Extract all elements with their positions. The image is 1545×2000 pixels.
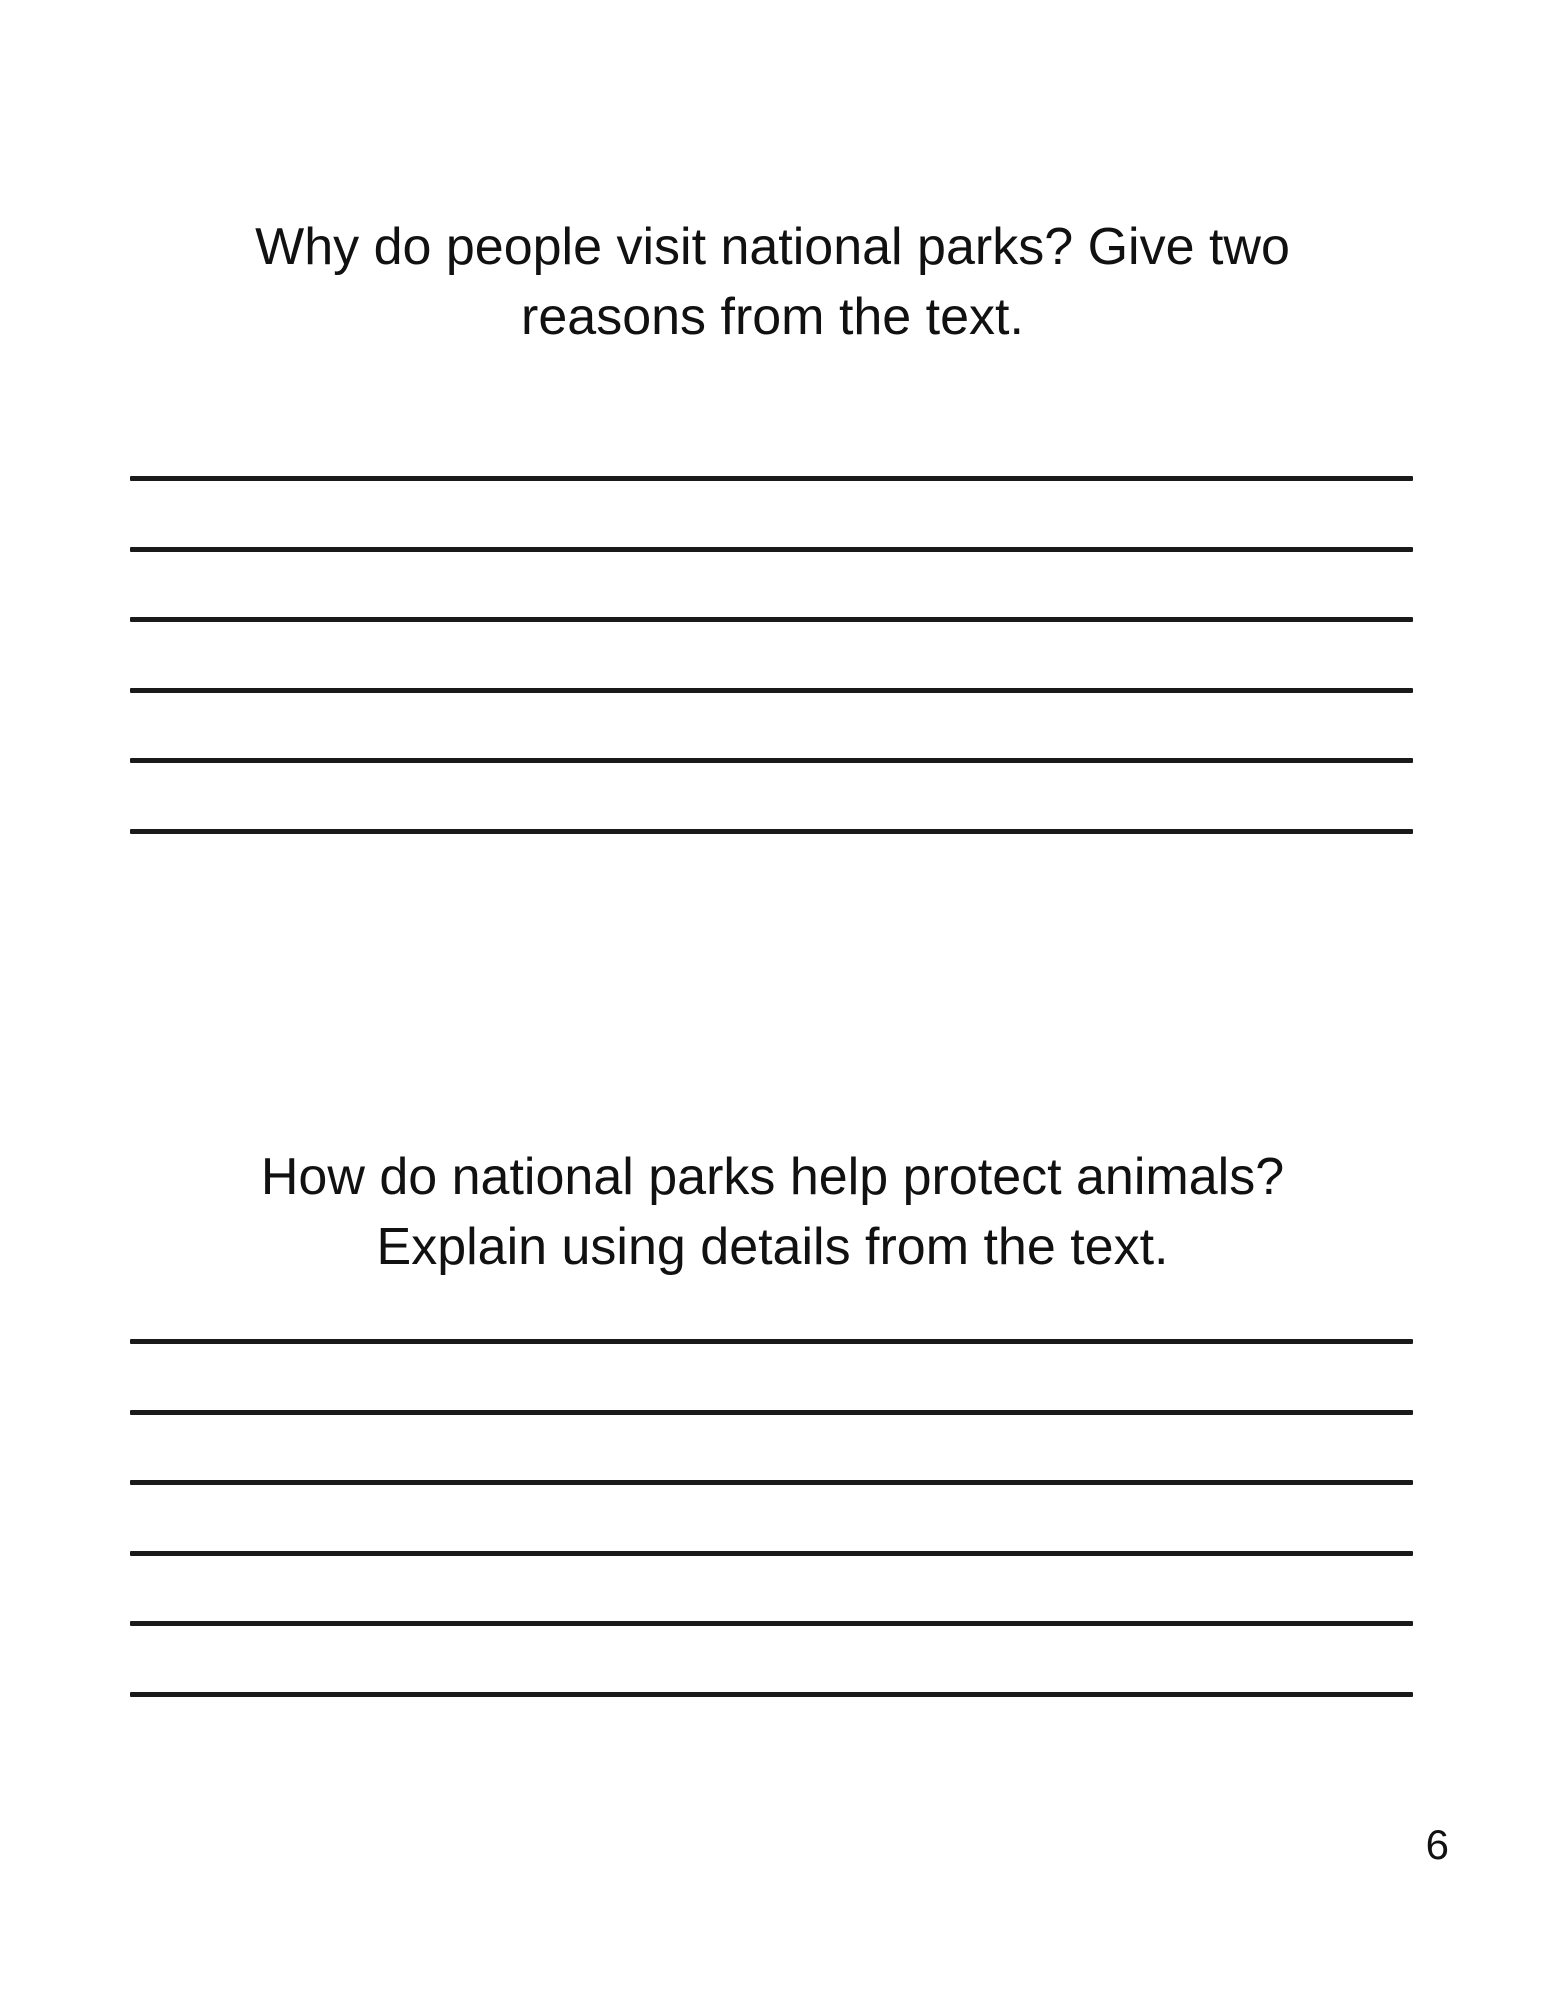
answer-line[interactable]	[130, 617, 1413, 622]
question-2-line-2: Explain using details from the text.	[376, 1218, 1169, 1276]
answer-line[interactable]	[130, 1692, 1413, 1697]
answer-lines-1[interactable]	[130, 476, 1413, 835]
question-1	[0, 212, 1545, 352]
answer-line[interactable]	[130, 1621, 1413, 1626]
page-number: 6	[1425, 1821, 1449, 1868]
answer-line[interactable]	[130, 1339, 1413, 1344]
answer-line[interactable]	[130, 476, 1413, 481]
question-2	[0, 1142, 1545, 1282]
answer-line[interactable]	[130, 1410, 1413, 1415]
question-2-line-1: How do national parks help protect animals?	[260, 1148, 1285, 1206]
answer-line[interactable]	[130, 1551, 1413, 1556]
answer-line[interactable]	[130, 688, 1413, 693]
answer-lines-2[interactable]	[130, 1339, 1413, 1698]
answer-line[interactable]	[130, 758, 1413, 763]
answer-line[interactable]	[130, 1480, 1413, 1485]
answer-line[interactable]	[130, 829, 1413, 834]
question-1-line-1: Why do people visit national parks? Give two	[255, 218, 1290, 276]
question-1-line-2: reasons from the text.	[521, 288, 1024, 346]
answer-line[interactable]	[130, 547, 1413, 552]
